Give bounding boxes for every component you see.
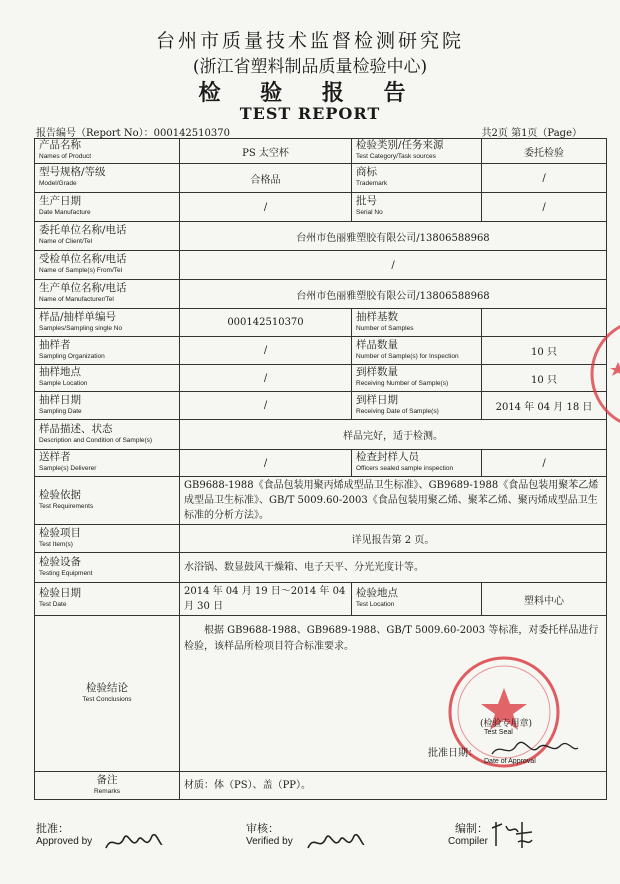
received-qty-label: 到样数量 Receiving Number of Sample(s) [352, 365, 482, 392]
deliverer-label: 送样者 Sample(s) Deliverer [35, 450, 180, 477]
trademark-value: / [482, 164, 607, 193]
model-value: 合格品 [180, 164, 352, 193]
remarks-value: 材质：体（PS）、盖（PP）。 [180, 772, 607, 800]
row-sampling-place [35, 365, 607, 392]
verified-signature: 审核： Verified by [246, 822, 293, 847]
sampling-org-value: / [180, 337, 352, 365]
report-table [34, 138, 607, 800]
serial-no-label: 批号 Serial No [352, 193, 482, 222]
received-date-label: 到样日期 Receiving Date of Sample(s) [352, 392, 482, 420]
verified-signature-scribble-icon [306, 826, 366, 856]
manufacturer-value: 台州市色丽雅塑胶有限公司/13806588968 [180, 280, 607, 309]
items-label: 检验项目 Test Item(s) [35, 525, 180, 553]
row-sample-no [35, 309, 607, 337]
sampling-place-label: 抽样地点 Sample Location [35, 365, 180, 392]
trademark-label: 商标 Trademark [352, 164, 482, 193]
sample-no-label: 样品/抽样单编号 Samples/Sampling single No [35, 309, 180, 337]
report-title-en: TEST REPORT [239, 104, 381, 123]
equipment-value: 水浴锅、数显鼓风干燥箱、电子天平、分光光度计等。 [180, 553, 607, 583]
location-value: 塑料中心 [482, 583, 607, 616]
approval-date-label: 批准日期： [428, 748, 478, 759]
sampling-place-value: / [180, 365, 352, 392]
description-label: 样品描述、状态 Description and Condition of Sample(s) [35, 420, 180, 450]
manufacture-date-label: 生产日期 Date Manufacture [35, 193, 180, 222]
model-label: 型号规格/等级 Model/Grade [35, 164, 180, 193]
requirements-value: GB9688-1988《食品包装用聚丙烯成型品卫生标准》、GB9689-1988《食品包装用聚苯乙烯成型品卫生标准》、GB/T 5009.60-2003《食品包装用聚乙烯、聚苯乙烯、聚丙烯成型品卫生标准的分析方法》。 [180, 477, 607, 525]
row-remarks [35, 772, 607, 800]
received-qty-value: 10 只 [482, 365, 607, 392]
test-category-value: 委托检验 [482, 139, 607, 164]
product-name-label: 产品名称 Names of Product [35, 139, 180, 164]
test-category-label: 检验类别/任务来源 Test Category/Task sources [352, 139, 482, 164]
product-name-value: PS 太空杯 [180, 139, 352, 164]
seal-caption-en: Test Seal [484, 729, 513, 736]
approved-signature: 批准： Approved by [36, 822, 93, 847]
remarks-label: 备注 Remarks [35, 772, 180, 800]
sealer-label: 检查封样人员 Officers sealed sample inspection [352, 450, 482, 477]
received-date-value: 2014 年 04 月 18 日 [482, 392, 607, 420]
approved-signature-scribble-icon [104, 826, 164, 856]
conclusion-cell [180, 616, 607, 772]
page-info: 共2页 第1页（Page） [481, 128, 582, 139]
row-items [35, 525, 607, 553]
row-inspected [35, 251, 607, 280]
seal-caption-zh: (检验专用章) [480, 719, 533, 729]
row-test-date [35, 583, 607, 616]
manufacture-date-value: / [180, 193, 352, 222]
conclusion-text: 根据 GB9688-1988、GB9689-1988、GB/T 5009.60-2003 等标准，对委托样品进行检验，该样品所检项目符合标准要求。 [184, 625, 599, 652]
institute-name: 台州市质量技术监督检测研究院 [155, 30, 464, 52]
row-requirements [35, 477, 607, 525]
client-value: 台州市色丽雅塑胶有限公司/13806588968 [180, 222, 607, 251]
approval-date-handwriting-icon [490, 740, 580, 760]
sample-qty-label: 样品数量 Number of Sample(s) for Inspection [352, 337, 482, 365]
row-model [35, 164, 607, 193]
deliverer-value: / [180, 450, 352, 477]
side-seal-icon [588, 318, 620, 430]
test-date-value: 2014 年 04 月 19 日～2014 年 04 月 30 日 [180, 583, 352, 616]
manufacturer-label: 生产单位名称/电话 Name of Manufacturer/Tel [35, 280, 180, 309]
serial-no-value: / [482, 193, 607, 222]
description-value: 样品完好，适于检测。 [180, 420, 607, 450]
center-name: (浙江省塑料制品质量检验中心) [192, 57, 428, 77]
row-sampling-date [35, 392, 607, 420]
row-deliverer [35, 450, 607, 477]
inspected-value: / [180, 251, 607, 280]
report-number: 报告编号（Report No）：000142510370 [36, 128, 230, 139]
equipment-label: 检验设备 Testing Equipment [35, 553, 180, 583]
row-sampling-org [35, 337, 607, 365]
compiler-signature: 编制： Compiler [448, 822, 489, 847]
inspected-label: 受检单位名称/电话 Name of Sample(s) From/Tel [35, 251, 180, 280]
row-equipment [35, 553, 607, 583]
client-label: 委托单位名称/电话 Name of Client/Tel [35, 222, 180, 251]
requirements-label: 检验依据 Test Requirements [35, 477, 180, 525]
test-date-label: 检验日期 Test Date [35, 583, 180, 616]
sample-qty-value: 10 只 [482, 337, 607, 365]
row-manufacturer [35, 280, 607, 309]
row-conclusion [35, 616, 607, 772]
sample-no-value: 000142510370 [180, 309, 352, 337]
report-title-zh: 检 验 报 告 [198, 80, 422, 106]
row-client [35, 222, 607, 251]
row-manufacture-date [35, 193, 607, 222]
location-label: 检验地点 Test Location [352, 583, 482, 616]
conclusion-label: 检验结论 Test Conclusions [35, 616, 180, 772]
sample-base-label: 抽样基数 Number of Samples [352, 309, 482, 337]
approval-date-label-en: Date of Approval [484, 758, 536, 765]
sampling-date-value: / [180, 392, 352, 420]
sealer-value: / [482, 450, 607, 477]
sampling-org-label: 抽样者 Sampling Organization [35, 337, 180, 365]
row-description [35, 420, 607, 450]
items-value: 详见报告第 2 页。 [180, 525, 607, 553]
compiler-signature-scribble-icon [488, 818, 534, 852]
sampling-date-label: 抽样日期 Sampling Date [35, 392, 180, 420]
row-product [35, 139, 607, 164]
